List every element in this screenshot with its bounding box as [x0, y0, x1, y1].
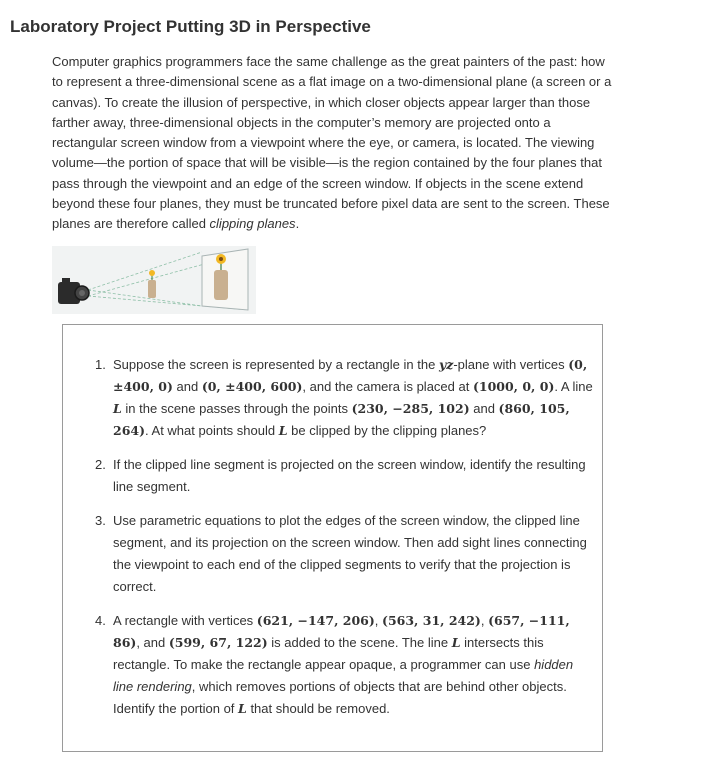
intro-paragraph	[52, 52, 612, 235]
rect-vertex-1: (621, −147, 206)	[256, 613, 375, 628]
question-1: 1. Suppose the screen is represented by a rectangle in the yz-plane with vertices (0, ±400, 0) and (0, ±400, 600), and the camera is placed at (1000, 0, 0). A line L in the scene passes through the points (230, −285, 102) and (860, 105, 264). At what points should L be clipped by the clipping planes?	[95, 357, 593, 438]
vertex-2: (0, ±400, 600)	[201, 379, 303, 394]
line-symbol: L	[278, 423, 288, 438]
question-2: 2. If the clipped line segment is projected on the screen window, identify the resulting line segment.	[95, 457, 586, 494]
page-title: Laboratory Project Putting 3D in Perspective	[10, 17, 371, 36]
clipping-planes-term: clipping planes	[209, 216, 296, 232]
camera-position: (1000, 0, 0)	[472, 379, 555, 394]
rect-vertex-4: (599, 67, 122)	[168, 635, 268, 650]
question-4: 4. A rectangle with vertices (621, −147, 206), (563, 31, 242), (657, −111, 86), and (599, 67, 122) is added to the scene. The line L intersects this rectangle. To make the rectangle appear opaque, a programmer can use hidden line rendering, which removes portions of objects that are behind other objects. Identify the portion of L that should be removed.	[95, 613, 574, 716]
intro-text: Computer graphics programmers face the same challenge as the great painters of the past: how to represent a three-dimensional scene as a flat image on a two-dimensional plane (a screen or a canvas). To create the illusion of perspective, in which closer objects appear larger than those farther away, three-dimensional objects in the computer’s memory are projected onto a rectangular screen window from a viewpoint where the eye, or camera, is located. The viewing volume—the portion of space that will be visible—is the region contained by the four planes that pass through the viewpoint and an edge of the screen window. If objects in the scene extend beyond these four planes, they must be truncated before pixel data are sent to the screen. These planes are therefore called	[52, 54, 612, 232]
point-2: (860, 105, 264)	[113, 401, 570, 438]
line-symbol: L	[451, 635, 461, 650]
rect-vertex-3: (657, −111, 86)	[113, 613, 570, 650]
line-symbol: L	[238, 701, 247, 716]
camera-projection-illustration	[52, 246, 256, 314]
vertex-1: (0, ±400, 0)	[113, 357, 588, 394]
question-list	[95, 354, 593, 732]
yz-plane-symbol: yz	[438, 357, 454, 372]
rect-vertex-2: (563, 31, 242)	[382, 613, 481, 628]
point-1: (230, −285, 102)	[351, 401, 470, 416]
hidden-line-rendering-term: hidden line rendering	[113, 657, 574, 694]
camera-projection-icon	[52, 246, 256, 314]
line-symbol: L	[113, 401, 122, 416]
question-3: 3. Use parametric equations to plot the edges of the screen window, the clipped line segment, and its projection on the screen window. Then add sight lines connecting the viewpoint to each end of the clipped segments to verify that the projection is correct.	[95, 513, 587, 594]
intro-end: .	[295, 216, 300, 232]
